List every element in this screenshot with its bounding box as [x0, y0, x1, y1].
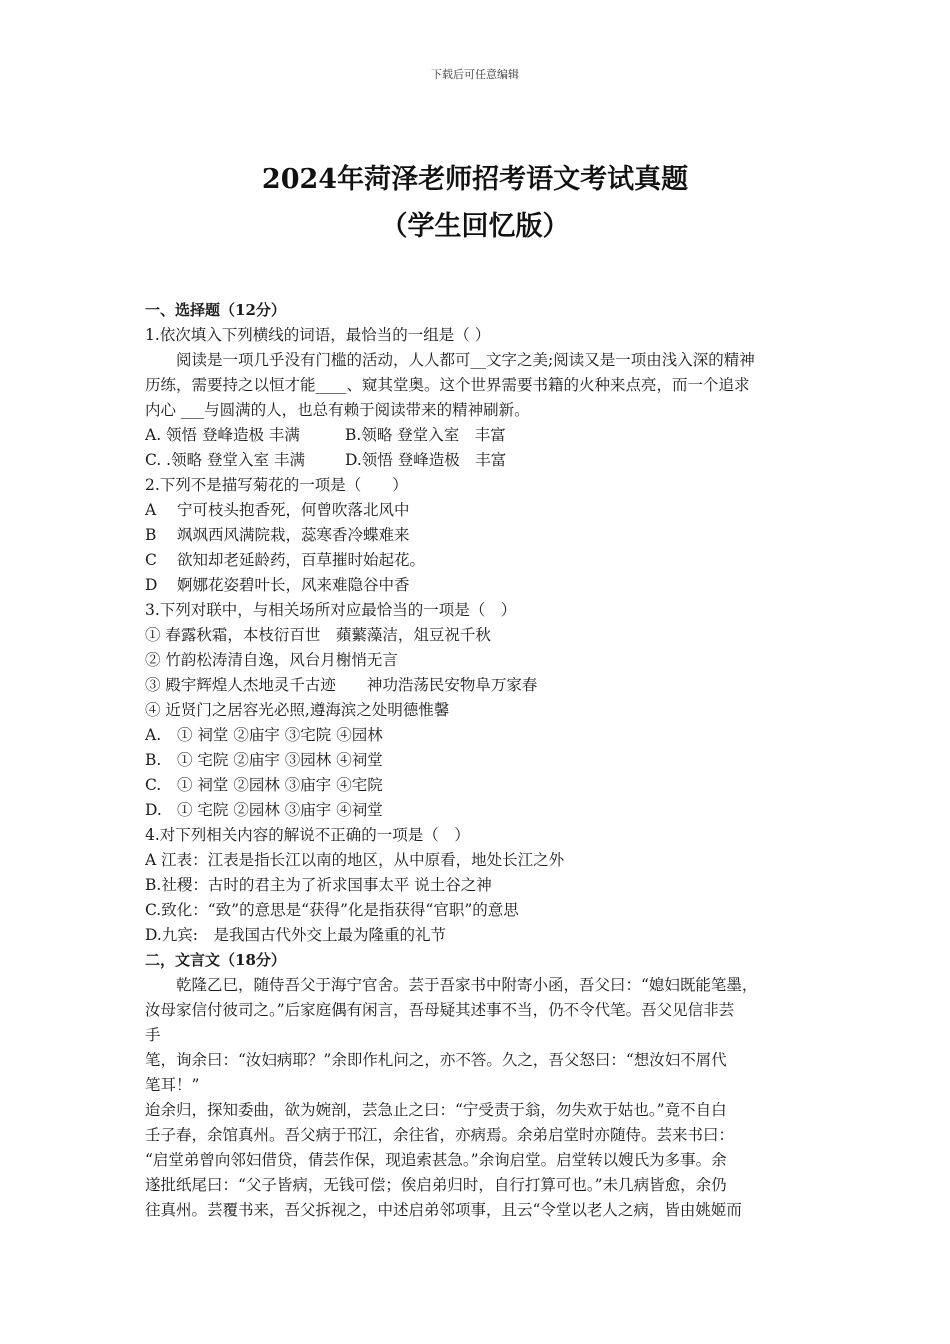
question-stem: 1.依次填入下列横线的词语，最恰当的一组是（ ）: [145, 326, 491, 344]
option-text: ① 祠堂 ②园林 ③庙宇 ④宅院: [177, 776, 383, 794]
option-a: A. 领悟 登峰造极 丰满: [145, 426, 300, 444]
option-text: 欲知却老延龄药，百草摧时始起花。: [177, 551, 426, 569]
option-line: [145, 523, 810, 548]
couplet-line: ② 竹韵松涛清自逸，风台月榭悄无言: [145, 651, 398, 669]
option-label: D: [145, 576, 158, 594]
classical-text-line: 汝母家信付彼司之。”后家庭偶有闲言，吾母疑其述事不当，仍不令代笔。吾父见信非芸: [145, 1001, 735, 1019]
classical-text-line: “启堂弟曾向邻妇借贷，倩芸作保，现追索甚急。”余询启堂。启堂转以嫂氏为多事。余: [145, 1151, 727, 1169]
section-heading: 一、选择题（12分）: [145, 301, 286, 319]
option-text: 飒飒西风满院栽，蕊寒香冷蝶难来: [177, 526, 410, 544]
option-d: D.领悟 登峰造极 丰富: [345, 451, 507, 469]
option-line: C.致化：“致”的意思是“获得”化是指获得“官职”的意思: [145, 901, 519, 919]
option-line: [145, 573, 810, 598]
option-c: C. .领略 登堂入室 丰满: [145, 451, 305, 469]
passage-line: 历练，需要持之以恒才能____、窥其堂奥。这个世界需要书籍的火种来点亮，而一个追求: [145, 376, 750, 394]
option-line: [145, 798, 810, 823]
option-text: ① 宅院 ②园林 ③庙宇 ④祠堂: [177, 801, 383, 819]
classical-text-line: 壬子春，余馆真州。吾父病于邗江，余往省，亦病焉。余弟启堂时亦随侍。芸来书曰：: [145, 1126, 735, 1144]
classical-text-line: 往真州。芸覆书来，吾父拆视之，中述启弟邻项事，且云“令堂以老人之病，皆由姚姬而: [145, 1201, 742, 1219]
option-row: [145, 448, 810, 473]
option-text: 婀娜花姿碧叶长，风来难隐谷中香: [177, 576, 410, 594]
classical-text-line: 迨余归，探知委曲，欲为婉剖，芸急止之曰：“宁受责于翁，勿失欢于姑也。”竟不自白: [145, 1101, 727, 1119]
option-text: 宁可枝头抱香死，何曾吹落北风中: [177, 501, 410, 519]
page-title: 2024年菏泽老师招考语文考试真题: [261, 164, 689, 195]
option-line: A 江表：江表是指长江以南的地区，从中原看，地处长江之外: [145, 851, 565, 869]
option-line: [145, 723, 810, 748]
page-subtitle: （学生回忆版）: [380, 211, 570, 242]
option-row: [145, 423, 810, 448]
header-note: 下载后可任意编辑: [431, 68, 519, 81]
option-label: A.: [145, 726, 162, 744]
option-line: D.九宾: 是我国古代外交上最为隆重的礼节: [145, 926, 447, 944]
option-b: B.领略 登堂入室 丰富: [345, 426, 506, 444]
passage-line: 阅读是一项几乎没有门槛的活动，人人都可__文字之美;阅读又是一项由浅入深的精神: [176, 351, 755, 369]
question-stem: 3.下列对联中，与相关场所对应最恰当的一项是（ ）: [145, 601, 517, 619]
classical-text-line: 笔耳！”: [145, 1076, 200, 1094]
option-line: [145, 773, 810, 798]
option-line: [145, 748, 810, 773]
classical-text-line: 乾隆乙巳，随侍吾父于海宁官舍。芸于吾家书中附寄小函，吾父曰：“媳妇既能笔墨，: [176, 976, 758, 994]
passage-line: 内心 ___与圆满的人，也总有赖于阅读带来的精神刷新。: [145, 401, 530, 419]
couplet-line: ① 春露秋霜，本枝衍百世 蘋蘩藻洁，俎豆祝千秋: [145, 626, 491, 644]
option-text: ① 宅院 ②庙宇 ③园林 ④祠堂: [177, 751, 383, 769]
option-line: B.社稷：古时的君主为了祈求国事太平 说土谷之神: [145, 876, 492, 894]
option-label: C: [145, 551, 157, 569]
option-label: A: [145, 501, 157, 519]
question-stem: 2.下列不是描写菊花的一项是（ ）: [145, 476, 408, 494]
classical-text-line: 遂批纸尾曰：“父子皆病，无钱可偿；俟启弟归时，自行打算可也。”未几病皆愈，余仍: [145, 1176, 727, 1194]
option-label: B.: [145, 751, 162, 769]
couplet-line: ③ 殿宇辉煌人杰地灵千古迹 神功浩荡民安物阜万家春: [145, 676, 538, 694]
option-line: [145, 548, 810, 573]
classical-text-line: 笔，询余曰：“汝妇病耶？”余即作札问之，亦不答。久之，吾父怒曰：“想汝妇不屑代: [145, 1051, 727, 1069]
couplet-line: ④ 近贤门之居容光必照,遵海滨之处明德惟馨: [145, 701, 450, 719]
question-stem: 4.对下列相关内容的解说不正确的一项是（ ）: [145, 826, 470, 844]
classical-text-line: 手: [145, 1026, 161, 1044]
section-heading: 二，文言文（18分）: [145, 951, 286, 969]
option-text: ① 祠堂 ②庙宇 ③宅院 ④园林: [177, 726, 383, 744]
option-label: C.: [145, 776, 162, 794]
option-line: [145, 498, 810, 523]
option-label: D.: [145, 801, 162, 819]
option-label: B: [145, 526, 157, 544]
exam-content: [145, 298, 810, 1223]
